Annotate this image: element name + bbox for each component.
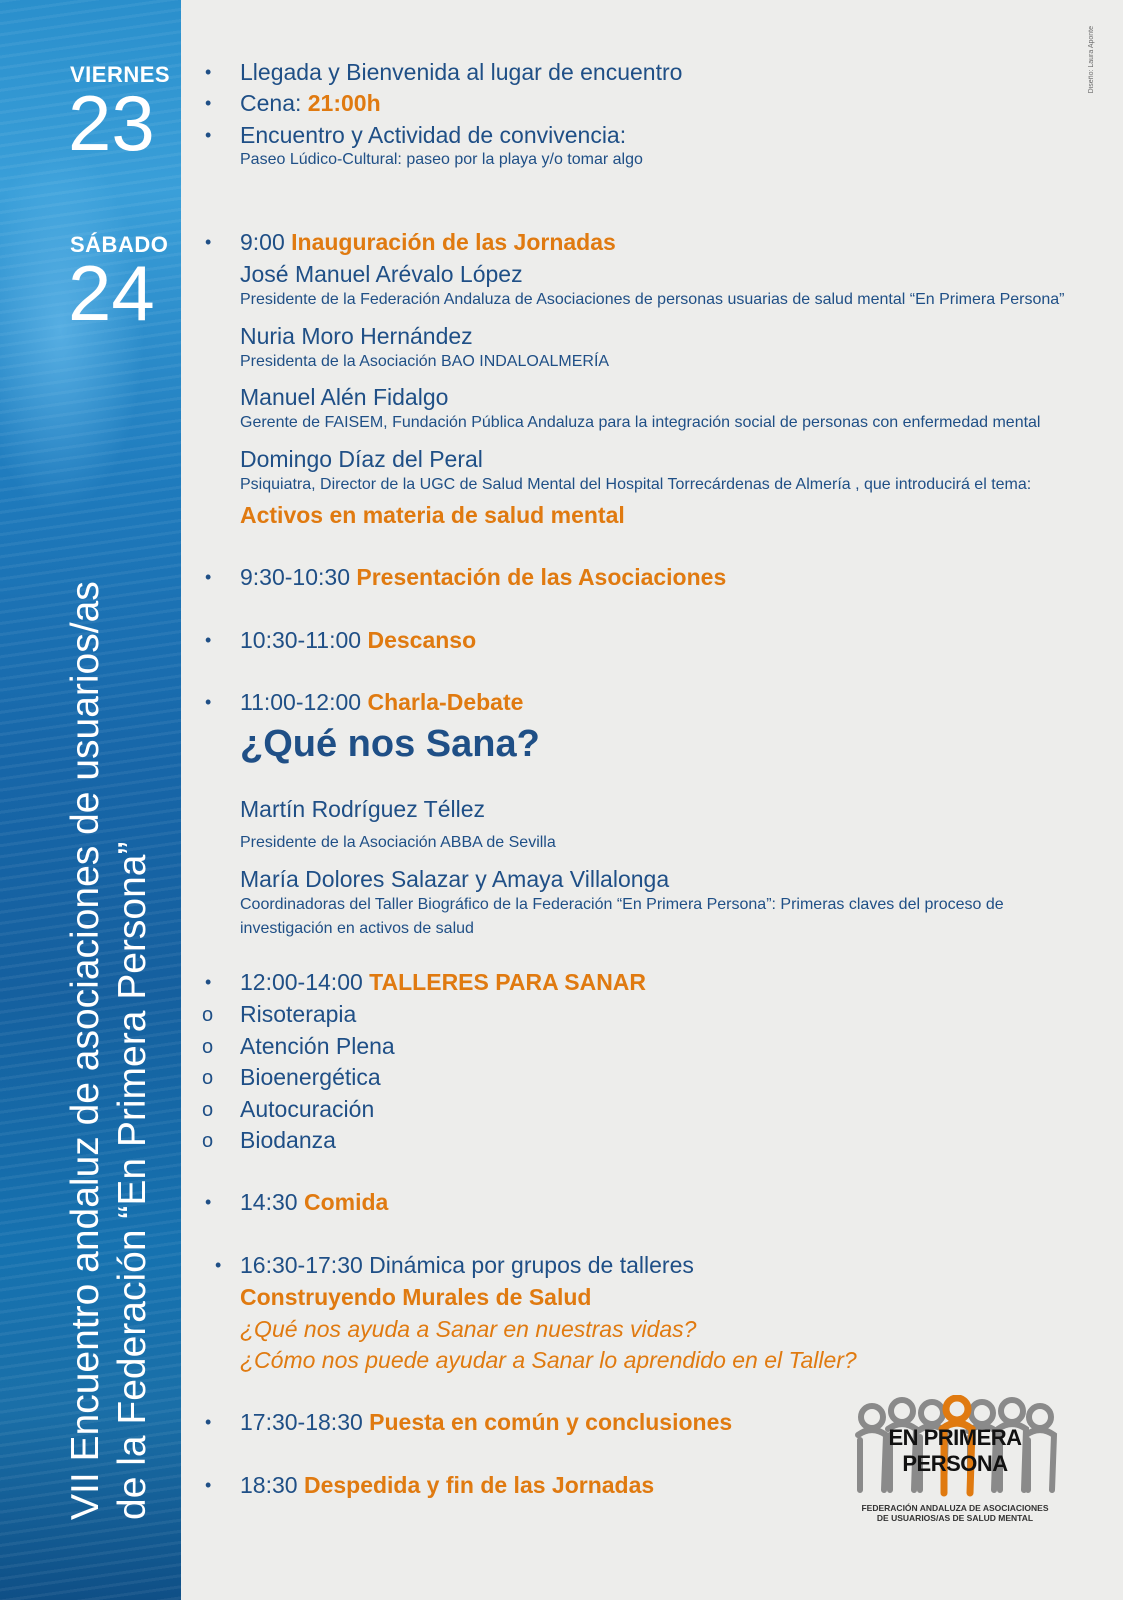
speaker-role: Presidente de la Federación Andaluza de Asociaciones de personas usuarias de salud mental “En Primera Persona” bbox=[240, 291, 1065, 308]
speaker-role: Coordinadoras del Taller Biográfico de la Federación “En Primera Persona”: Primeras claves del proceso de bbox=[240, 896, 1004, 913]
session-title: Presentación de las Asociaciones bbox=[356, 564, 727, 590]
sat-dynamics: 16:30-17:30 Dinámica por grupos de talleres bbox=[240, 1252, 694, 1278]
bullet-icon: • bbox=[215, 1255, 222, 1275]
session-time: 17:30-18:30 bbox=[240, 1409, 370, 1435]
circle-bullet-icon: o bbox=[202, 1067, 214, 1089]
speaker-role: Gerente de FAISEM, Fundación Pública Andaluza para la integración social de personas con enfermedad mental bbox=[240, 414, 1041, 431]
workshop-item: Bioenergética bbox=[240, 1064, 381, 1090]
event-title-line1: VII Encuentro andaluz de asociaciones de usuarios/as bbox=[64, 581, 107, 1520]
sat-debate bbox=[240, 689, 523, 716]
logo-subtitle bbox=[850, 1503, 1060, 1523]
speaker-name: Nuria Moro Hernández bbox=[240, 323, 473, 349]
sidebar bbox=[0, 0, 181, 1600]
opening-time: 9:00 bbox=[240, 229, 292, 255]
session-title: Charla-Debate bbox=[367, 689, 524, 715]
day-number: 24 bbox=[68, 249, 155, 337]
dynamics-question: ¿Cómo nos puede ayudar a Sanar lo aprendido en el Taller? bbox=[240, 1347, 857, 1373]
sat-opening bbox=[240, 229, 616, 256]
sat-conclusions bbox=[240, 1409, 732, 1436]
day-name: VIERNES bbox=[70, 62, 171, 87]
bullet-icon: • bbox=[205, 692, 212, 712]
speaker-name: Domingo Díaz del Peral bbox=[240, 446, 483, 472]
dynamics-question: ¿Qué nos ayuda a Sanar en nuestras vidas? bbox=[240, 1316, 697, 1342]
sat-presentations bbox=[240, 564, 726, 591]
logo-name: EN PRIMERA PERSONA bbox=[888, 1425, 1022, 1476]
logo-subtitle-line: DE USUARIOS/AS DE SALUD MENTAL bbox=[876, 1513, 1034, 1523]
circle-bullet-icon: o bbox=[202, 1130, 214, 1152]
speaker-name: Martín Rodríguez Téllez bbox=[240, 796, 486, 822]
friday-item-activity: Encuentro y Actividad de convivencia: bbox=[240, 122, 627, 148]
session-title: Descanso bbox=[367, 627, 477, 653]
circle-bullet-icon: o bbox=[202, 1004, 214, 1026]
workshop-item: Biodanza bbox=[240, 1127, 336, 1153]
bullet-icon: • bbox=[205, 62, 212, 82]
friday-item-arrival: Llegada y Bienvenida al lugar de encuentro bbox=[240, 59, 683, 85]
sat-break bbox=[240, 627, 476, 654]
speaker-name: Manuel Alén Fidalgo bbox=[240, 384, 449, 410]
workshop-item: Autocuración bbox=[240, 1096, 375, 1122]
day-name: SÁBADO bbox=[70, 232, 169, 257]
bullet-icon: • bbox=[205, 972, 212, 992]
session-time: 14:30 bbox=[240, 1189, 304, 1215]
dynamics-title: Construyendo Murales de Salud bbox=[240, 1284, 592, 1310]
sat-farewell bbox=[240, 1472, 654, 1499]
session-title: Comida bbox=[303, 1189, 389, 1215]
circle-bullet-icon: o bbox=[202, 1036, 214, 1058]
bullet-icon: • bbox=[205, 1475, 212, 1495]
session-title: Despedida y fin de las Jornadas bbox=[303, 1472, 655, 1498]
logo-subtitle-line: FEDERACIÓN ANDALUZA DE ASOCIACIONES bbox=[861, 1503, 1049, 1513]
session-time: 11:00-12:00 bbox=[240, 689, 368, 715]
bullet-icon: • bbox=[205, 1192, 212, 1212]
speaker-name: José Manuel Arévalo López bbox=[240, 261, 523, 287]
session-time: 18:30 bbox=[240, 1472, 304, 1498]
speaker-role: Presidenta de la Asociación BAO INDALOALMERÍA bbox=[240, 353, 610, 370]
session-title: Puesta en común y conclusiones bbox=[369, 1409, 733, 1435]
opening-title: Inauguración de las Jornadas bbox=[291, 229, 616, 255]
sat-workshops bbox=[240, 969, 646, 996]
bullet-icon: • bbox=[205, 232, 212, 252]
dinner-label: Cena: bbox=[240, 90, 308, 116]
session-time: 12:00-14:00 bbox=[240, 969, 370, 995]
bullet-icon: • bbox=[205, 630, 212, 650]
bullet-icon: • bbox=[205, 125, 212, 145]
circle-bullet-icon: o bbox=[202, 1099, 214, 1121]
speaker-name: María Dolores Salazar y Amaya Villalonga bbox=[240, 866, 670, 892]
friday-item-dinner bbox=[240, 90, 381, 117]
sat-lunch bbox=[240, 1189, 388, 1216]
bullet-icon: • bbox=[205, 567, 212, 587]
debate-question: ¿Qué nos Sana? bbox=[240, 723, 540, 765]
topic-title: Activos en materia de salud mental bbox=[240, 502, 625, 528]
event-title bbox=[62, 581, 156, 1520]
day-number: 23 bbox=[68, 79, 155, 167]
workshop-item: Atención Plena bbox=[240, 1033, 395, 1059]
event-title-line2: de la Federación “En Primera Persona” bbox=[111, 841, 154, 1520]
dinner-time: 21:00h bbox=[307, 90, 381, 116]
bullet-icon: • bbox=[205, 1412, 212, 1432]
federation-logo bbox=[850, 1395, 1060, 1525]
speaker-role: Psiquiatra, Director de la UGC de Salud Mental del Hospital Torrecárdenas de Almería , que introducirá el tema: bbox=[240, 476, 1032, 493]
friday-activity-sub: Paseo Lúdico-Cultural: paseo por la playa y/o tomar algo bbox=[240, 151, 643, 168]
design-credit: Diseño: Laura Aponte bbox=[1088, 26, 1095, 94]
workshop-item: Risoterapia bbox=[240, 1001, 357, 1027]
bullet-icon: • bbox=[205, 93, 212, 113]
day-friday bbox=[68, 62, 171, 167]
day-saturday bbox=[68, 232, 169, 337]
session-time: 10:30-11:00 bbox=[240, 627, 368, 653]
session-title: TALLERES PARA SANAR bbox=[369, 969, 647, 995]
speaker-role: Presidente de la Asociación ABBA de Sevilla bbox=[240, 834, 556, 851]
speaker-role: investigación en activos de salud bbox=[240, 920, 474, 937]
session-time: 9:30-10:30 bbox=[240, 564, 357, 590]
